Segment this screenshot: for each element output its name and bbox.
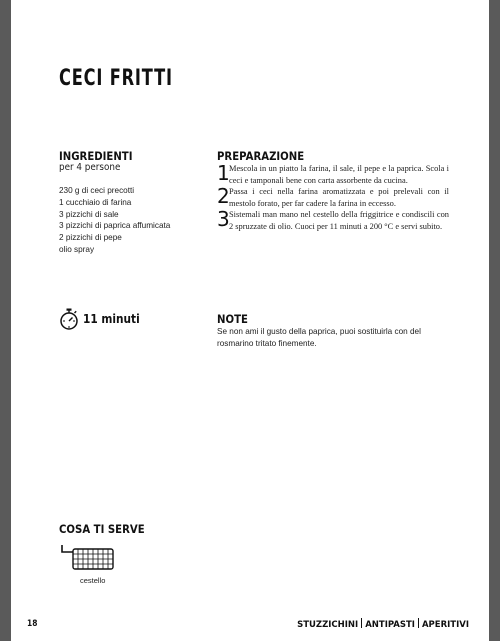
section-label: ANTIPASTI [365,620,415,630]
preparation-steps [217,163,449,233]
cooking-time-label: 11 minuti [83,312,140,326]
tool-label: cestello [80,576,106,585]
note-heading: NOTE [217,312,248,326]
tools-heading: COSA TI SERVE [59,522,145,536]
note-text: Se non ami il gusto della paprica, puoi sostituirla con del rosmarino tritato finemente. [217,327,421,348]
ingredients-list [59,185,170,256]
ingredient-item: 1 cucchiaio di farina [59,197,132,207]
step-number: 2 [217,184,230,209]
section-label: STUZZICHINI [297,620,359,630]
ingredient-item: 230 g di ceci precotti [59,186,135,195]
tool-item [59,543,119,585]
step-text: Passa i ceci nella farina aromatizzata e poi prelevali con il mestolo forato, per far cadere la farina in eccesso. [229,187,449,208]
stopwatch-icon [59,308,79,330]
section-divider [361,618,362,628]
fryer-basket-icon [59,543,119,575]
step-item [217,163,449,186]
ingredient-item: olio spray [59,244,95,254]
section-label: APERITIVI [421,620,469,630]
step-number: 1 [217,161,230,185]
step-item [217,186,449,209]
cooking-time [59,308,169,330]
step-number: 3 [217,207,230,232]
step-text: Mescola in un piatto la farina, il sale, il pepe e la paprica. Scola i ceci e tamponali bene con carta assorbente da cucina. [229,164,449,185]
servings-text: per 4 persone [59,162,121,173]
preparation-heading: PREPARAZIONE [217,149,305,163]
ingredient-item: 2 pizzichi di pepe [59,233,122,243]
step-text: Sistemali man mano nel cestello della friggitrice e condiscili con 2 spruzzate di olio. Cuoci per 11 minuti a 200 °C e servi subito. [229,210,449,231]
ingredients-heading: INGREDIENTI [59,149,133,163]
ingredient-item: 3 pizzichi di sale [59,209,119,219]
book-page [11,0,489,641]
step-item [217,209,449,232]
ingredient-item: 3 pizzichi di paprica affumicata [59,221,171,231]
recipe-title: CECI FRITTI [59,66,173,91]
section-nav [297,618,469,630]
section-divider [418,618,419,628]
page-number: 18 [27,619,38,629]
